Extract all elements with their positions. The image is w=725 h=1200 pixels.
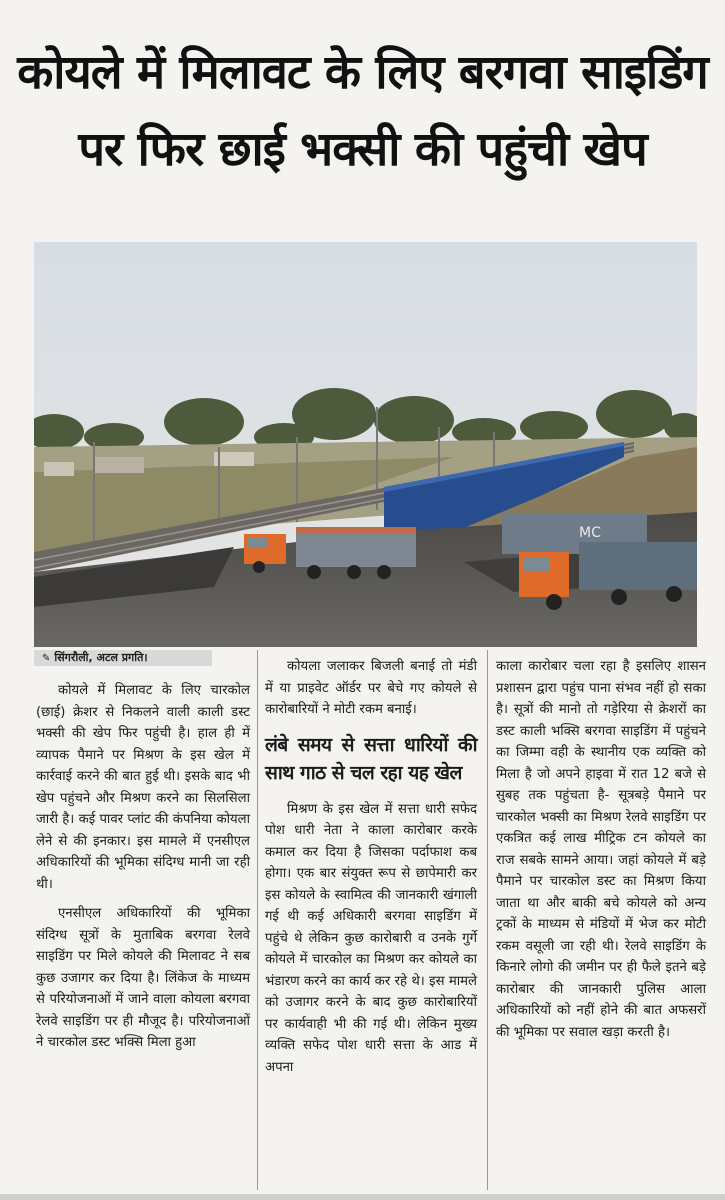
page-bottom-strip [0, 1194, 725, 1200]
article-column-1 [36, 680, 250, 1062]
paragraph: कोयले में मिलावट के लिए चारकोल (छाई) क्रेशर से निकलने वाली काली डस्ट भक्सी की खेप फिर पहुंची है। हाल ही में व्यापक पैमाने पर मिश्रण के इस खेल में कार्रवाई करने की बात हुई थी। इसके बाद भी खेप पहुंचने और मिश्रण करने का सिलसिला जारी है। कई पावर प्लांट की कंपनिया कोयला लेने से की इनकार। इस मामले में एनसीएल अधिकारियों की भूमिका संदिग्ध मानी जा रही थी। [36, 683, 250, 892]
headline-line-1: कोयले में मिलावट के लिए बरगवा साइडिंग [17, 45, 708, 100]
pen-icon: ✎ [42, 653, 51, 664]
paragraph: एनसीएल अधिकारियों की भूमिका संदिग्ध सूत्रों के मुताबिक बरगवा रेलवे साइडिंग पर मिले कोयले की मिलावट ने सब कुछ उजागर कर दिया है। लिंकेज के माध्यम से परियोजनाओं में जाने वाला कोयला बरगवा रेलवे साइडिंग पर ही मौजूद है। परियोजनाओं ने चारकोल डस्ट भक्सि मिला हुआ [36, 906, 250, 1050]
previous-page-strip [0, 0, 725, 10]
headline-line-2: पर फिर छाई भक्सी की पहुंची खेप [78, 122, 647, 177]
column-divider [487, 650, 488, 1190]
news-photo [34, 242, 697, 647]
column-divider [257, 650, 258, 1190]
paragraph: काला कारोबार चला रहा है इसलिए शासन प्रशासन द्वारा पहुंच पाना संभव नहीं हो सका है। सूत्रों की मानो तो गड़ेरिया से क्रेशरों का डस्ट काली भक्सि बरगवा साइडिंग में पहुंचने का जिम्मा वही के स्थानीय एक व्यक्ति को मिला है जो अपने हाइवा में रात 12 बजे से सुबह तक पहुंचता है- सूत्रबड़े पैमाने पर चारकोल भक्सी का मिश्रण रेलवे साइडिंग पर एकत्रित कई लाख मीट्रिक टन कोयले का राज सबके सामने आया। जहां कोयले में बड़े पैमाने पर चारकोल डस्ट का मिश्रण किया जाता था और बाकी बचे कोयले को अन्य ट्रकों के माध्यम से मंडियों में भेज कर मोटी रकम वसूली जा रही थी। रेलवे साइडिंग के किनारे लोगो की जमीन पर ही फैले इतने बड़े कारोबार की जानकारी पुलिस आला अधिकारियों को नहीं होने की बात अफसरों की भूमिका पर सवाल खड़ा करती है। [496, 659, 706, 1040]
paragraph: मिश्रण के इस खेल में सत्ता धारी सफेद पोश धारी नेता ने काला कारोबार करके कमाल कर दिया है जिसका पर्दाफाश कब होगा। एक बार संयुक्त रूप से छापेमारी कर इस कोयले के स्वामित्व की जानकारी खंगाली गई थी कई अधिकारी बरगवा साइडिंग में पहुंचे थे लेकिन कुछ कारोबारी व उनके गुर्गे कोयले में चारकोल का मिश्रण कर कोयले का भंडारण करने का कार्य कर रहे थे। इस मामले को उजागर करने के बाद कुछ कारोबारियों पर कार्यवाही भी की गई थी। लेकिन मुख्य व्यक्ति सफेद पोश धारी सत्ता के आड में अपना [265, 801, 477, 1075]
dateline [34, 650, 212, 666]
paragraph: कोयला जलाकर बिजली बनाई तो मंडी में या प्राइवेट ऑर्डर पर बेचे गए कोयले से कारोबारियों ने मोटी रकम बनाई। [265, 659, 477, 717]
article-column-3 [496, 656, 706, 1051]
dateline-text: सिंगरौली, अटल प्रगति। [54, 651, 148, 664]
truck-plate-text: MC [579, 525, 601, 541]
article-column-2 [265, 656, 477, 1086]
subheading: लंबे समय से सत्ता धारियों की साथ गाठ से चल रहा यह खेल [265, 733, 477, 784]
